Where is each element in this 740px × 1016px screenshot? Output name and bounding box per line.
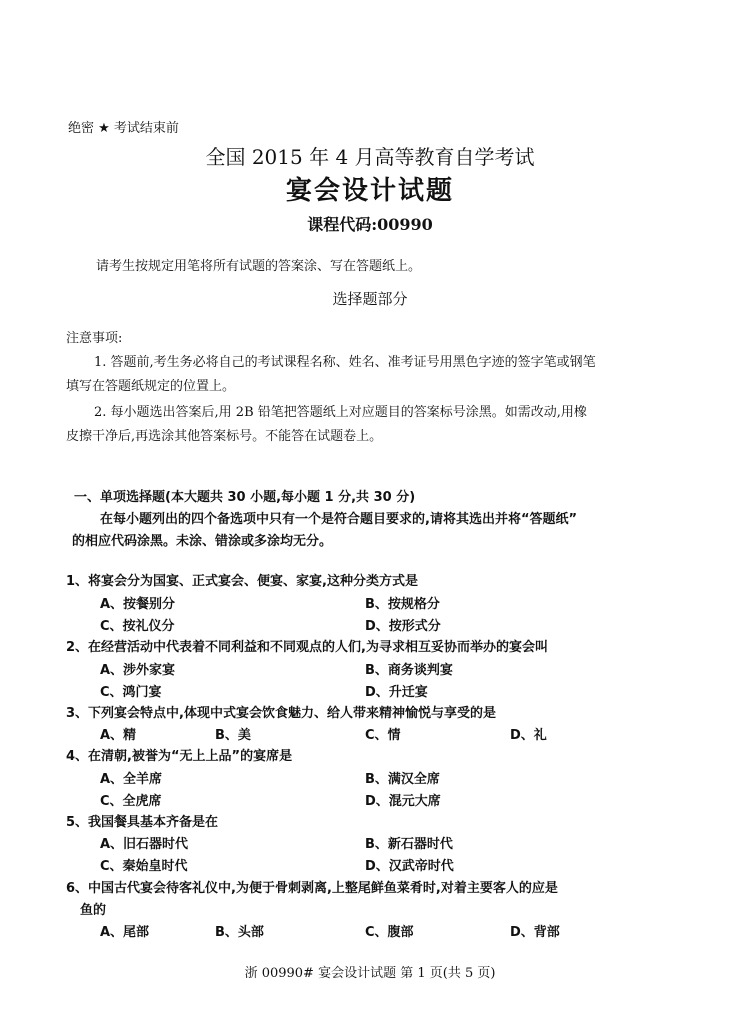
course-code: 课程代码:00990 (307, 215, 433, 234)
option-a: A、旧石器时代 (100, 837, 189, 852)
exam-title: 全国 2015 年 4 月高等教育自学考试 (205, 145, 535, 169)
notice-line: 2. 每小题选出答案后,用 2B 铅笔把答题纸上对应题目的答案标号涂黑。如需改动,用橡 (94, 405, 587, 420)
option-c: C、腹部 (365, 925, 414, 940)
section-description: 的相应代码涂黑。未涂、错涂或多涂均无分。 (72, 534, 333, 549)
notice-heading: 注意事项: (66, 331, 123, 346)
section-description: 在每小题列出的四个备选项中只有一个是符合题目要求的,请将其选出并将“答题纸” (100, 512, 578, 527)
part-title: 选择题部分 (332, 290, 408, 308)
option-c: C、全虎席 (100, 794, 162, 809)
question-stem: 4、在清朝,被誉为“无上上品”的宴席是 (66, 749, 293, 764)
option-c: C、情 (365, 728, 401, 743)
page-footer: 浙 00990# 宴会设计试题 第 1 页(共 5 页) (244, 966, 496, 981)
option-d: D、礼 (510, 728, 547, 743)
notice-line: 1. 答题前,考生务必将自己的考试课程名称、姓名、准考证号用黑色字迹的签字笔或钢笔 (94, 355, 596, 370)
option-d: D、混元大席 (365, 794, 441, 809)
secret-label: 绝密 ★ 考试结束前 (68, 121, 179, 136)
option-c: C、鸿门宴 (100, 685, 162, 700)
option-a: A、涉外家宴 (100, 663, 176, 678)
question-stem: 3、下列宴会特点中,体现中式宴会饮食魅力、给人带来精神愉悦与享受的是 (66, 706, 496, 721)
option-b: B、美 (215, 728, 251, 743)
instruction: 请考生按规定用笔将所有试题的答案涂、写在答题纸上。 (96, 259, 422, 274)
option-d: D、背部 (510, 925, 560, 940)
question-stem: 2、在经营活动中代表着不同利益和不同观点的人们,为寻求相互妥协而举办的宴会叫 (66, 640, 548, 655)
option-c: C、秦始皇时代 (100, 859, 188, 874)
option-b: B、头部 (215, 925, 264, 940)
question-stem-continued: 鱼的 (80, 903, 107, 918)
question-stem: 1、将宴会分为国宴、正式宴会、便宴、家宴,这种分类方式是 (66, 574, 418, 589)
question-stem: 6、中国古代宴会待客礼仪中,为便于骨刺剥离,上整尾鲜鱼菜肴时,对着主要客人的应是 (66, 881, 558, 896)
option-c: C、按礼仪分 (100, 619, 175, 634)
option-d: D、汉武帝时代 (365, 859, 454, 874)
option-d: D、按形式分 (365, 619, 441, 634)
option-a: A、精 (100, 728, 137, 743)
notice-line: 填写在答题纸规定的位置上。 (66, 379, 236, 394)
option-b: B、满汉全席 (365, 772, 440, 787)
section-heading: 一、单项选择题(本大题共 30 小题,每小题 1 分,共 30 分) (74, 490, 416, 505)
paper-title: 宴会设计试题 (285, 176, 454, 206)
option-b: B、新石器时代 (365, 837, 453, 852)
option-a: A、按餐别分 (100, 597, 176, 612)
notice-line: 皮擦干净后,再选涂其他答案标号。不能答在试题卷上。 (66, 429, 383, 444)
option-a: A、全羊席 (100, 772, 163, 787)
question-stem: 5、我国餐具基本齐备是在 (66, 815, 219, 830)
option-d: D、升迁宴 (365, 685, 428, 700)
option-a: A、尾部 (100, 925, 150, 940)
option-b: B、按规格分 (365, 597, 440, 612)
option-b: B、商务谈判宴 (365, 663, 453, 678)
